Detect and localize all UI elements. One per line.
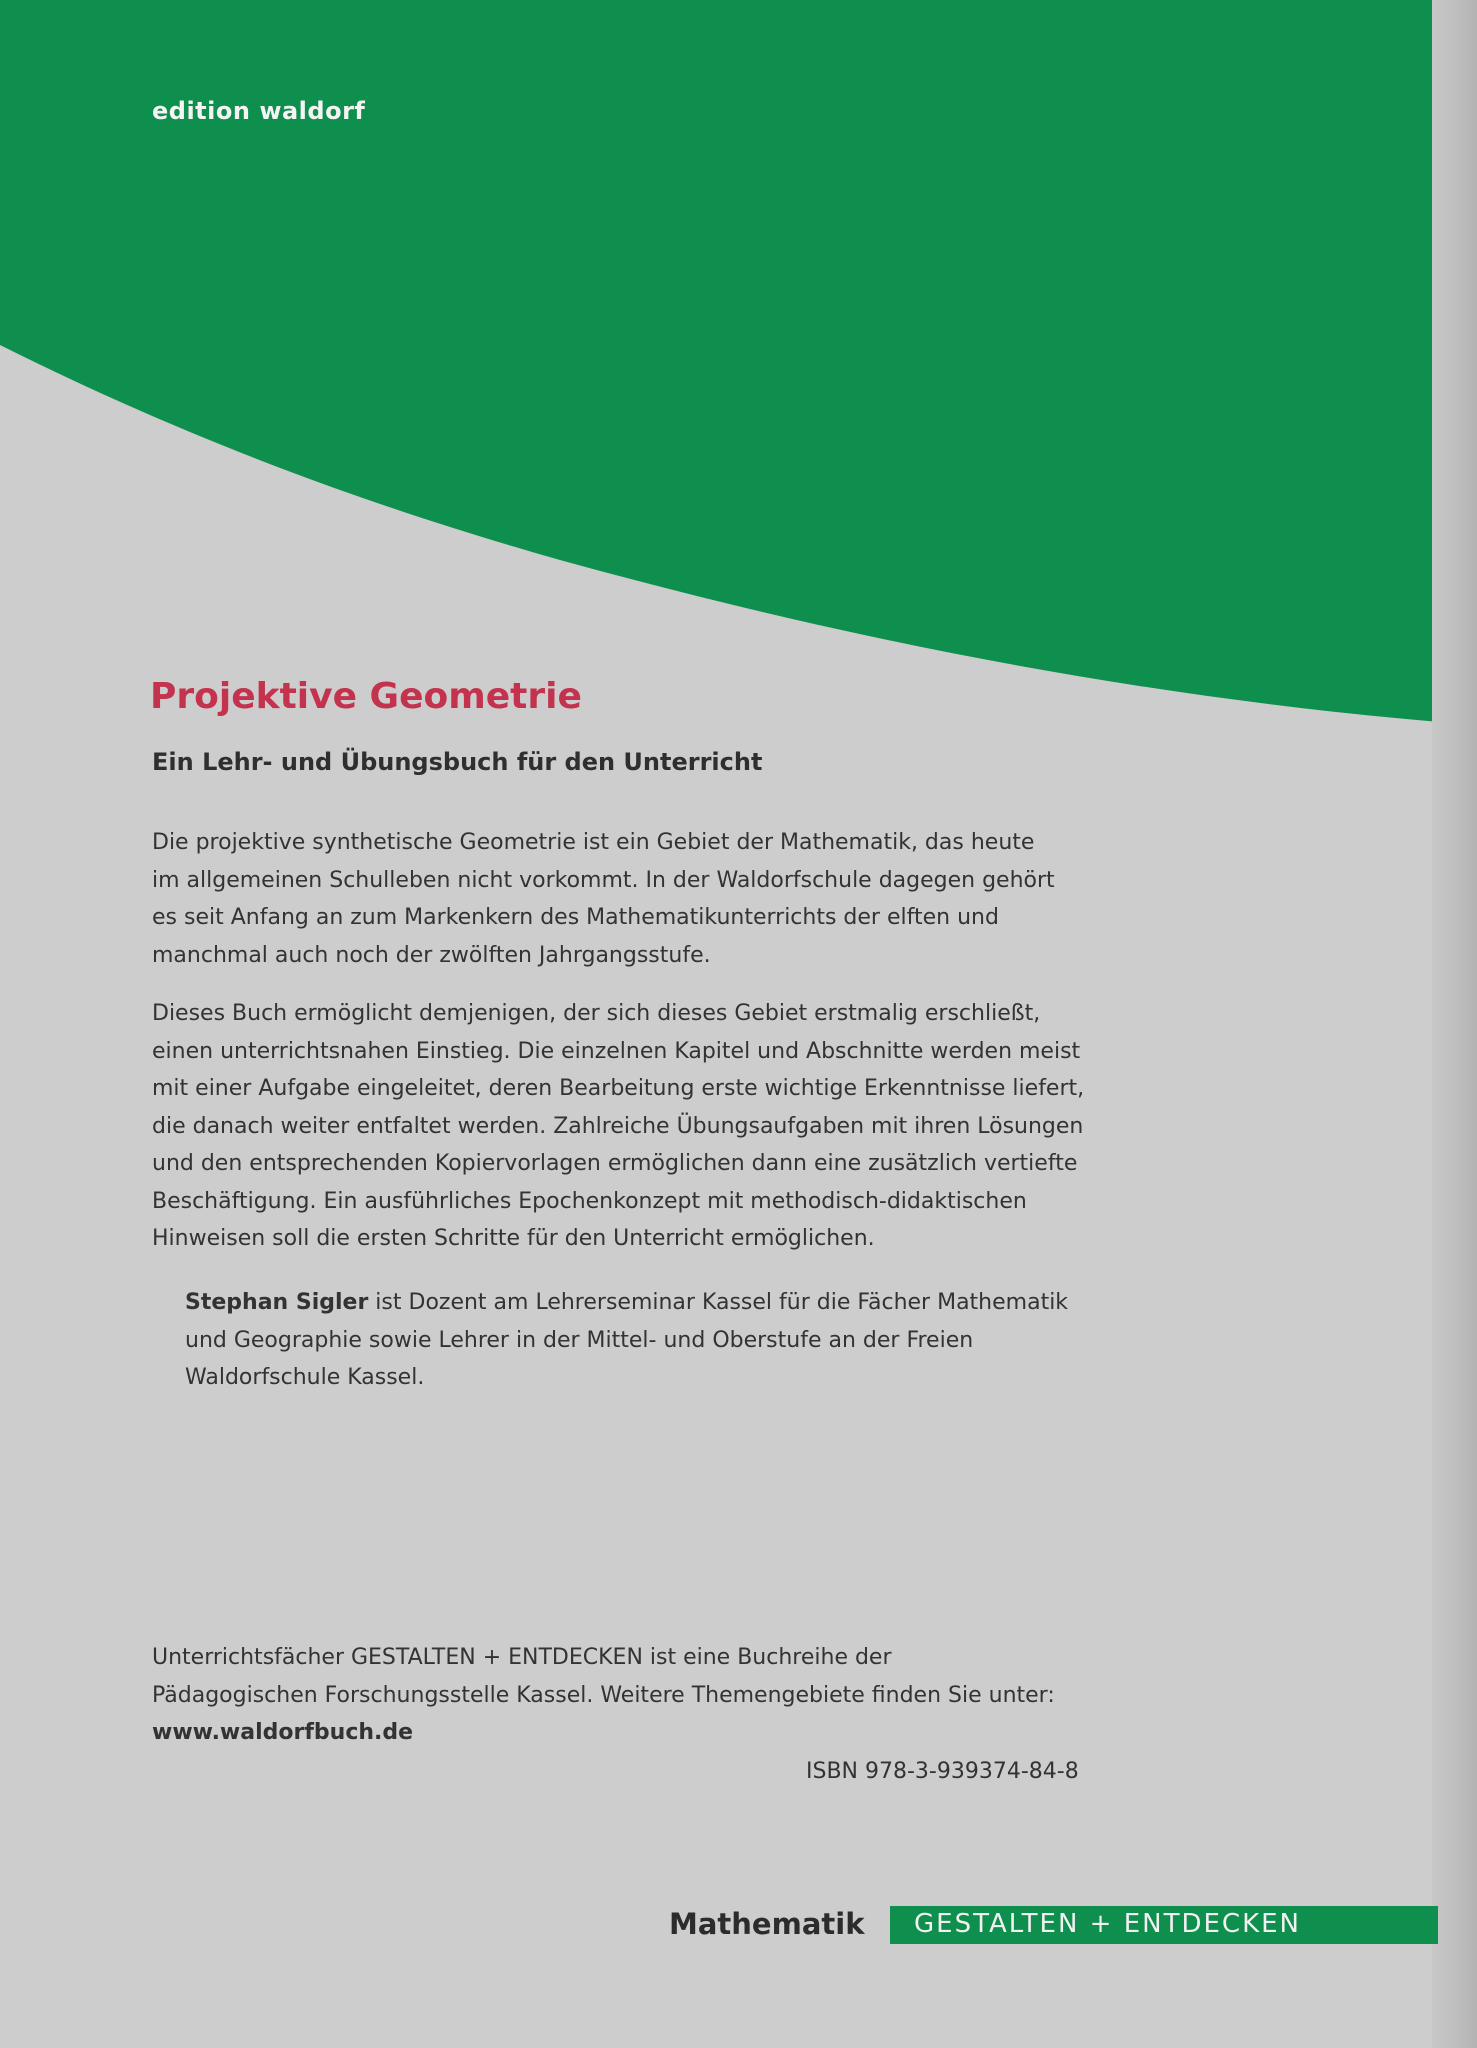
description-line: und den entsprechenden Kopiervorlagen ermöglichen dann eine zusätzlich vertiefte <box>152 1151 1078 1176</box>
series-label: GESTALTEN + ENTDECKEN <box>914 1909 1301 1939</box>
author-bio-line: und Geographie sowie Lehrer in der Mittel- und Oberstufe an der Freien <box>185 1327 974 1353</box>
isbn: ISBN 978-3-939374-84-8 <box>806 1759 1079 1784</box>
description-line: die danach weiter entfaltet werden. Zahlreiche Übungsaufgaben mit ihren Lösungen <box>152 1113 1084 1139</box>
publisher-name: edition waldorf <box>152 97 366 125</box>
author-name: Stephan Sigler <box>185 1290 369 1315</box>
series-info <box>152 1639 1055 1752</box>
description-line: mit einer Aufgabe eingeleitet, deren Bearbeitung erste wichtige Erkenntnisse liefert, <box>152 1076 1085 1101</box>
series-info-line: Pädagogischen Forschungsstelle Kassel. Weitere Themengebiete finden Sie unter: <box>152 1682 1055 1708</box>
website-link[interactable]: www.waldorfbuch.de <box>152 1720 414 1745</box>
book-subtitle: Ein Lehr- und Übungsbuch für den Unterricht <box>152 748 763 776</box>
book-title: Projektive Geometrie <box>150 676 582 717</box>
series-info-line: Unterrichtsfächer GESTALTEN + ENTDECKEN ist eine Buchreihe der <box>152 1645 892 1670</box>
description-line: einen unterrichtsnahen Einstieg. Die einzelnen Kapitel und Abschnitte werden meist <box>152 1038 1081 1064</box>
spine-edge <box>1432 0 1477 2048</box>
author-bio-text: ist Dozent am Lehrerseminar Kassel für die Fächer Mathematik <box>368 1290 1069 1315</box>
description-paragraph-1 <box>152 824 1055 974</box>
subject-label: Mathematik <box>669 1907 865 1941</box>
description-line: Beschäftigung. Ein ausführliches Epochenkonzept mit methodisch-didaktischen <box>152 1188 1027 1214</box>
author-bio-line <box>185 1284 1068 1322</box>
author-bio <box>185 1284 1068 1397</box>
description-paragraph-2 <box>152 995 1084 1258</box>
author-bio-line: Waldorfschule Kassel. <box>185 1365 425 1390</box>
description-line: im allgemeinen Schulleben nicht vorkommt. In der Waldorfschule dagegen gehört <box>152 867 1055 893</box>
description-line: Die projektive synthetische Geometrie ist ein Gebiet der Mathematik, das heute <box>152 830 1035 855</box>
description-line: es seit Anfang an zum Markenkern des Mathematikunterrichts der elften und <box>152 905 999 930</box>
description-line: manchmal auch noch der zwölften Jahrgangsstufe. <box>152 942 711 968</box>
description-line: Dieses Buch ermöglicht demjenigen, der sich dieses Gebiet erstmalig erschließt, <box>152 1001 1041 1026</box>
description-line: Hinweisen soll die ersten Schritte für den Unterricht ermöglichen. <box>152 1226 875 1251</box>
